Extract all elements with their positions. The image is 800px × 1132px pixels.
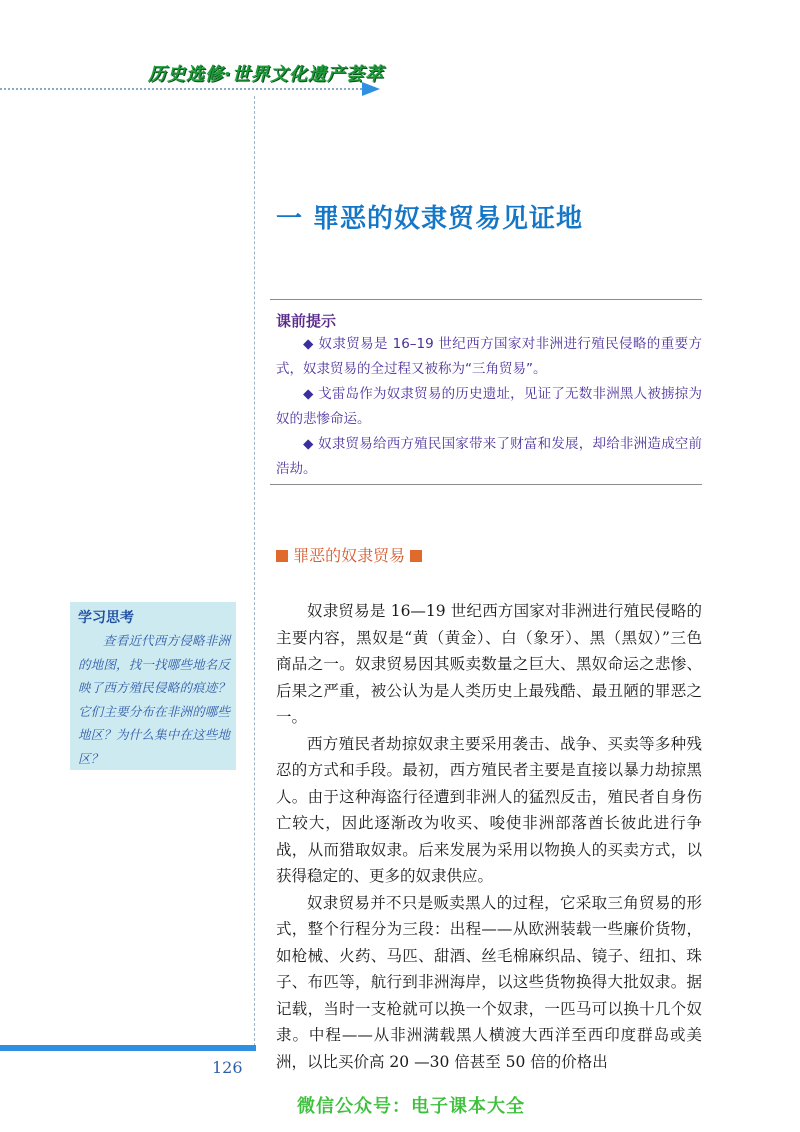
diamond-bullet-icon: ◆ <box>303 336 314 352</box>
body-text <box>276 598 702 1075</box>
section-heading-text: 罪恶的奴隶贸易 <box>293 546 406 565</box>
tip-item <box>276 332 702 382</box>
square-bullet-icon <box>410 550 422 562</box>
body-paragraph: 西方殖民者劫掠奴隶主要采用袭击、战争、买卖等多种残忍的方式和手段。最初，西方殖民者主要是直接以暴力劫掠黑人。由于这种海盗行径遭到非洲人的猛烈反击，殖民者自身伤亡较大，因此逐渐改为收买、唆使非洲部落酋长彼此进行争战，从而猎取奴隶。后来发展为采用以物换人的买卖方式，以获得稳定的、更多的奴隶供应。 <box>276 734 702 885</box>
body-paragraph: 奴隶贸易并不只是贩卖黑人的过程，它采取三角贸易的形式，整个行程分为三段：出程——从欧洲装载一些廉价货物，如枪械、火药、马匹、甜酒、丝毛棉麻织品、镜子、纽扣、珠子、布匹等，航行到非洲海岸，以这些货物换得大批奴隶。据记载，当时一支枪就可以换一个奴隶，一匹马可以换十几个奴隶。中程——从非洲满载黑人横渡大西洋至西印度群岛或美洲，以比买价高 20 —30 倍甚至 50 倍的价格出 <box>276 893 702 1071</box>
tips-heading: 课前提示 <box>276 312 337 330</box>
page-number: 126 <box>212 1058 243 1077</box>
header-arrow-icon <box>362 82 380 96</box>
square-bullet-icon <box>276 550 288 562</box>
study-sidebar <box>70 602 236 770</box>
tips-bottom-rule <box>270 484 702 485</box>
header-dotted-rule <box>0 88 362 90</box>
tip-item <box>276 382 702 432</box>
sidebar-title: 学习思考 <box>78 610 134 626</box>
section-heading <box>276 543 422 566</box>
book-series-title: 历史选修·世界文化遗产荟萃 <box>148 64 384 85</box>
tips-top-rule <box>270 299 702 300</box>
diamond-bullet-icon: ◆ <box>303 386 314 402</box>
chapter-title: 一 罪恶的奴隶贸易见证地 <box>276 204 584 234</box>
tip-text: 戈雷岛作为奴隶贸易的历史遗址，见证了无数非洲黑人被掳掠为奴的悲惨命运。 <box>276 386 703 427</box>
tip-item <box>276 432 702 482</box>
tip-text: 奴隶贸易是 16–19 世纪西方国家对非洲进行殖民侵略的重要方式，奴隶贸易的全过程又被称为“三角贸易”。 <box>276 336 702 377</box>
body-paragraph: 奴隶贸易是 16—19 世纪西方国家对非洲进行殖民侵略的主要内容，黑奴是“黄（黄金）、白（象牙）、黑（黑奴）”三色商品之一。奴隶贸易因其贩卖数量之巨大、黑奴命运之悲惨、后果之严重，被公认为是人类历史上最残酷、最丑陋的罪恶之一。 <box>276 602 702 726</box>
footer-bar <box>0 1045 256 1051</box>
margin-divider <box>254 96 255 1046</box>
tips-list <box>276 332 702 482</box>
tip-text: 奴隶贸易给西方殖民国家带来了财富和发展，却给非洲造成空前浩劫。 <box>276 436 703 477</box>
watermark: 微信公众号：电子课本大全 <box>297 1096 525 1117</box>
sidebar-text: 查看近代西方侵略非洲的地图，找一找哪些地名反映了西方殖民侵略的痕迹？它们主要分布在非洲的哪些地区？为什么集中在这些地区？ <box>78 633 230 766</box>
diamond-bullet-icon: ◆ <box>303 436 314 452</box>
